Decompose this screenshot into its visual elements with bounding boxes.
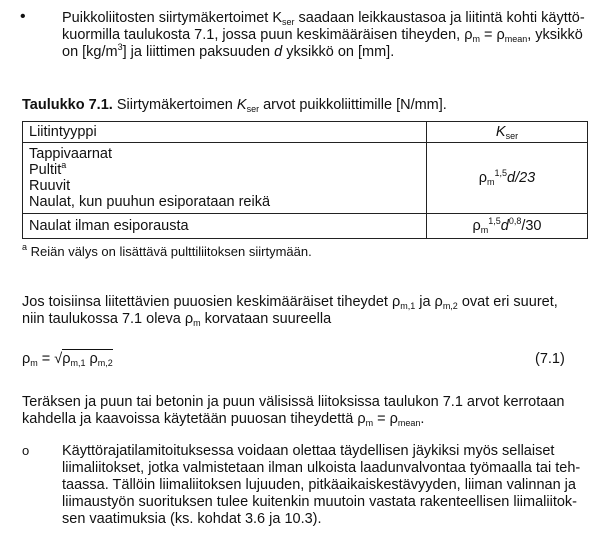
paragraph-1 bbox=[22, 294, 592, 328]
bullet-marker: o bbox=[22, 443, 30, 458]
row1-types: Tappivaarnat Pultit$^a$ Ruuvit Naulat, kun puuhun esiporataan reikä bbox=[23, 143, 427, 214]
paragraph-2 bbox=[22, 394, 597, 428]
row2-formula: $\rho_m^{1,5}d^{0,8}/30$ bbox=[427, 214, 588, 239]
text-line: sen vaatimuksia (ks. kohdat 3.6 ja 10.3). bbox=[62, 511, 322, 527]
text-line: on $[kg/m^3]$ ja liittimen paksuuden d yksikkö on [mm]. bbox=[62, 42, 395, 60]
kser-table bbox=[22, 121, 588, 239]
text-line: Puikkoliitosten siirtymäkertoimet $K_{ser}$ saadaan leikkaustasoa ja liitintä kohti käyttö- bbox=[62, 10, 585, 27]
table-footnote: $^a$ Reiän välys on lisättävä pulttiliitoksen siirtymään. bbox=[22, 242, 312, 259]
text-line: kuormilla taulukosta 7.1, jossa puun keskimääräisen tiheyden, $\rho_m = \rho_{mean}$, yksikkö bbox=[62, 27, 583, 44]
equation-7-1: $\rho_m = √\rho_{m,1}$ $\rho_{m,2}$ bbox=[22, 351, 113, 368]
table-header-row bbox=[23, 122, 588, 143]
text-line: taassa. Tällöin liimaliitoksen lujuuden, pitkäaikaiskestävyyden, liiman valinnan ja bbox=[62, 477, 576, 493]
text-line: kahdella ja kaavoissa käytetään puuosan tiheydettä $\rho_m = \rho_{mean}$. bbox=[22, 411, 425, 428]
table-row bbox=[23, 143, 588, 214]
text-line: Jos toisiinsa liitettävien puuosien keskimääräiset tiheydet $\rho_{m,1}$ ja $\rho_{m,2}$ ovat eri suuret, bbox=[22, 294, 558, 311]
text-line: liimaustyön suorituksen tulee kuitenkin muutoin vastata rakenteellisen liimaliitok- bbox=[62, 494, 577, 510]
header-kser: $K_{ser}$ bbox=[427, 122, 588, 143]
bullet-marker: • bbox=[20, 8, 26, 25]
text-line: niin taulukossa 7.1 oleva $\rho_m$ korvataan suureella bbox=[22, 311, 332, 328]
table-caption: Taulukko 7.1. Siirtymäkertoimen $K_{ser}$ arvot puikkoliittimille [N/mm]. bbox=[22, 97, 447, 114]
row1-formula: $\rho_m^{1,5}d/23$ bbox=[427, 143, 588, 214]
table-row bbox=[23, 214, 588, 239]
header-liitintyyppi: Liitintyyppi bbox=[23, 122, 427, 143]
text-line: Käyttörajatilamitoituksessa voidaan olettaa täydellisen jäykiksi myös sellaiset bbox=[62, 443, 555, 459]
bullet-paragraph-2 bbox=[62, 443, 592, 528]
bullet-paragraph-1 bbox=[62, 10, 592, 61]
equation-number: (7.1) bbox=[535, 351, 565, 367]
text-line: Teräksen ja puun tai betonin ja puun välisissä liitoksissa taulukon 7.1 arvot kerrotaan bbox=[22, 394, 565, 410]
text-line: liimaliitokset, jotka valmistetaan ilman ulkoista laadunvalvontaa työmaalla tai teh- bbox=[62, 460, 581, 476]
row2-type: Naulat ilman esiporausta bbox=[23, 214, 427, 239]
